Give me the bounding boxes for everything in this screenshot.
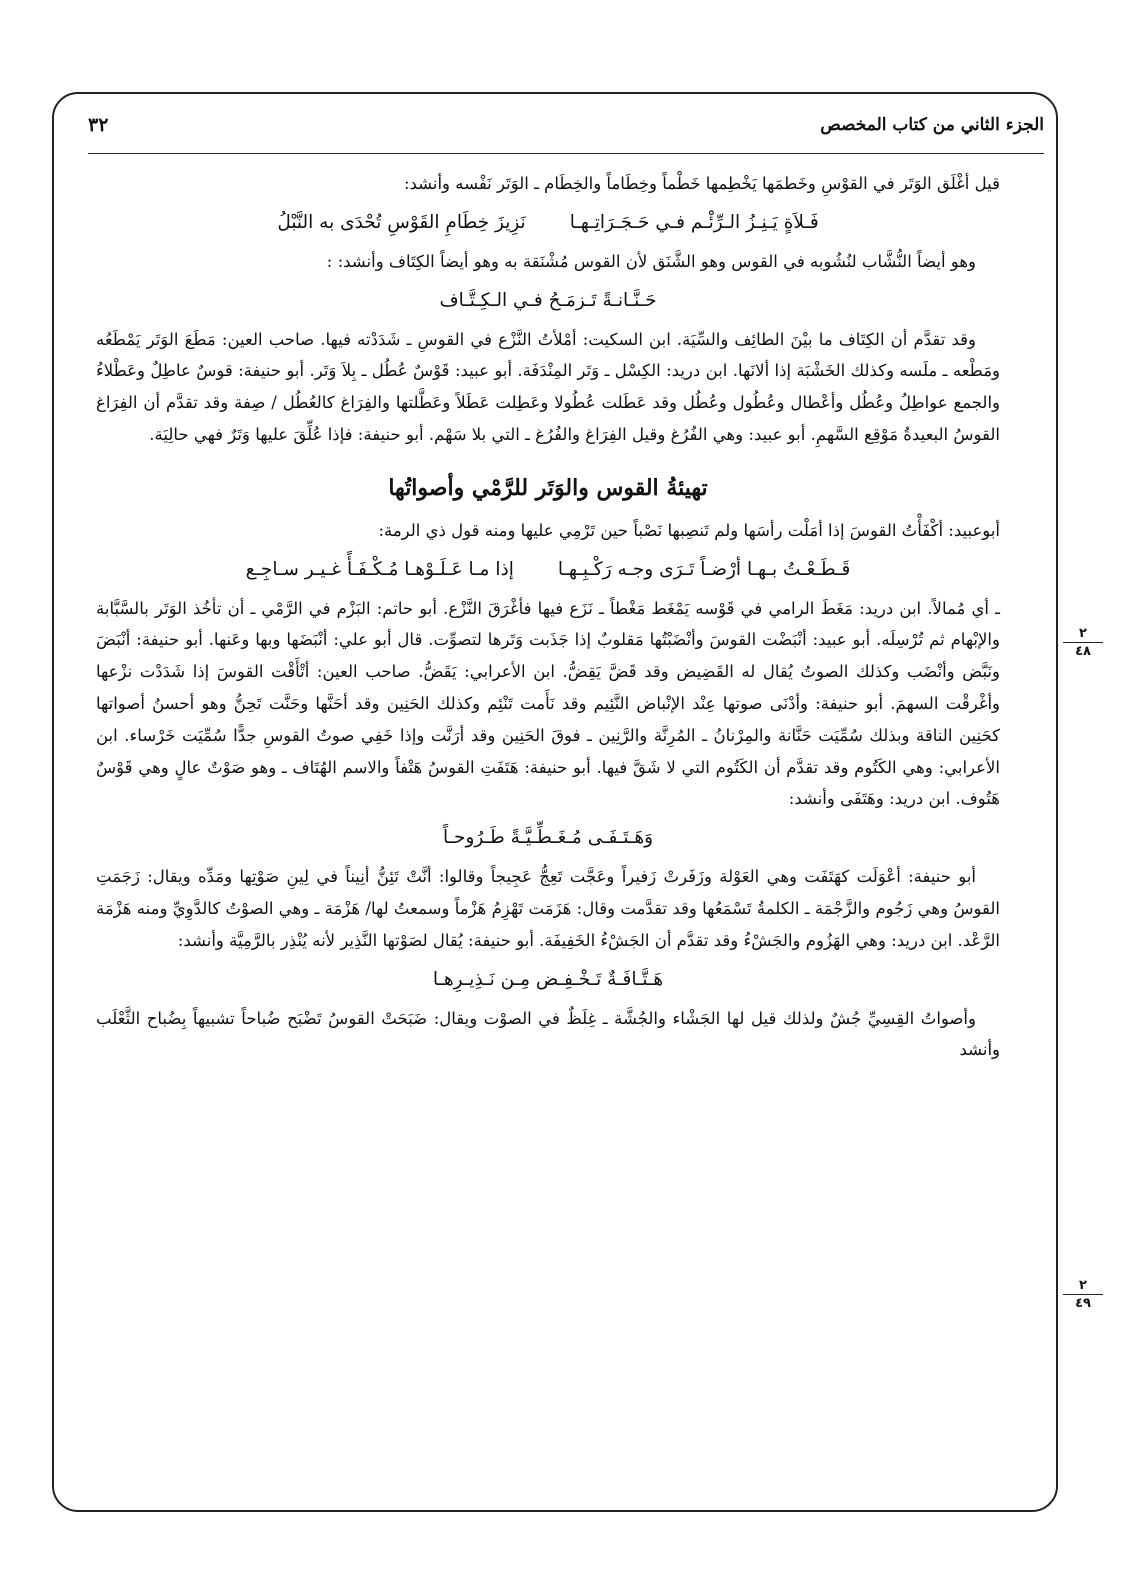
verse-second-hemistich: نَزِيزَ خِطَامِ القَوْسِ تُحْدَى به النَّبْلُ <box>277 211 526 233</box>
margin-ref-page: ٤٨ <box>1075 644 1091 659</box>
verse-line: هَـتَّـافَـةٌ تَـخْـفِـض مِـن نَـذِيـرِهـا <box>432 968 664 990</box>
paragraph: وهو أيضاً النُّشَّاب لنُشُوبه في القوس وهو الشَّنَق لأن القوس مُشْنَقة به وهو أيضاً الكِتَاف وأنشد: : <box>326 251 976 271</box>
verse-second-hemistich: إذا مـا عَـلَـوْهـا مُـكْـفَـأً غـيـر سـاجِـع <box>245 558 514 580</box>
page-number: ٣٢ <box>88 113 109 136</box>
page-body <box>96 168 1000 1066</box>
verse-first-hemistich: فَـلاَةٍ يَـنِـزُ الـرِّئْـم فـي حَـجَـرَاتِـهـا <box>569 211 819 233</box>
section-heading: تهيئةُ القوس والوَتَر للرَّمْي وأصواتُها <box>388 474 708 501</box>
margin-ref-volume: ٢ <box>1063 626 1103 643</box>
margin-reference <box>1063 626 1103 661</box>
paragraph: قيل أغْلَق الوَتَر في القوْسِ وخَطمَها يَخْطِمها خَطْماً وخِطَاماً والخِطَام ـ الوَتَر نَفْسه وأنشد: <box>403 174 1000 193</box>
paragraph: وأصواتُ القِسِيِّ جُشٌ ولذلك قيل لها الجَشْاء والجُشَّة ـ غِلَظٌ في الصوْت ويقال: ضَبَحَتْ القوسُ تَضْبَح ضُباحاً تشبيهاً بِضُباح الثَّعْلَب وأنشد <box>96 1008 1000 1060</box>
page-header <box>88 96 1044 154</box>
poem-verse <box>96 200 1000 246</box>
book-title: الجزء الثاني من كتاب المخصص <box>820 114 1044 135</box>
paragraph: أبو حنيفة: أعْوَلَت كهَتَفَت وهي العَوْلة وزَفَرتْ زَفيراً وعَجَّت تَعِجُّ عَجِيجاً وقالوا: أنَّتْ تَئِنُّ أنِيناً في لِينِ صَوْتِها ومَدِّه ويقال: زَجَمَتِ القوسُ وهي زَجُوم والزَّجْمَة ـ الكلمةُ تَسْمَعُها وقد تقدَّمت وقال: هَزَمَت تَهْزِمُ هَزْماً وسمعتُ لها/ هَزْمَة ـ وهي الصوْتُ كالدَّوِيِّ ومنه هَزْمَة الرَّعْد. ابن دريد: وهي الهَزُوم والجَشْءُ وقد تقدَّم أن الجَشْءُ الخَفِيفَة. أبو حنيفة: يُقال لصَوْتها النَّذِير لأنه يُنْذِر بالرَّمِيَّة وأنشد: <box>96 867 1000 950</box>
paragraph: ـ أي مُمالاً. ابن دريد: مَغَطَ الرامي في قَوْسه يَمْغَط مَغْطاً ـ نَزَع فيها فأغْرَقَ النَّزْع. أبو حاتم: البَزْم في الرَّمْي ـ أن تأخُذ الوَتَر بالسَّبَّابة والإبْهام ثم تُرْسِلَه. أبو عبيد: أنْبَضْت القوسَ وأنْضَبْتُها مَقلوبٌ إذا جَذَبت وَتَرها لتصوِّت. قال أبو علي: أنْبَضَها وبها وعَنها. أبو حنيفة: أنْبَضَ ونَبَّض وأنْضَب وكذلك الصوتُ يُقال له القَضِيض وقد قَضَّ يَقِضُّ. ابن الأعرابي: يَقَضُّ. صاحب العين: أتْأَقْت القوسَ إذا شَدَدْت نزْعها وأغْرقْت السهمَ. أبو حنيفة: وأدْنَى صوتها عِنْد الإنْباض النَّئِيم وقد نَأَمت تَنْئِم وكذلك الحَنِين وقد أحَنَّها وحَنَّت تَحِنُّ وهو أحسنُ أصواتها كحَنِين الناقة وبذلك سُمِّيَت حَنَّانة والمِرْنانُ ـ المُرِنَّة والرَّنِين ـ فوقَ الحَنِين وقد أرَنَّت وإذا خَفِي صوتُ القوسِ جدًّا سُمِّيَت خَرْساء. ابن الأعرابي: وهي الكَتُوم وقد تقدَّم أن الكَتُوم التي لا شَقَّ فيها. أبو حنيفة: هَتَفَتِ القوسُ هَتْفاً والاسم الهُتَاف ـ وهو صَوْتٌ عالٍ وهي قَوْسٌ هَتُوف. ابن دريد: وهَتَفَى وأنشد: <box>96 598 1001 809</box>
poem-verse <box>96 957 1000 1003</box>
margin-reference <box>1063 1278 1103 1313</box>
paragraph: وقد تقدَّم أن الكِتَاف ما بيْنَ الطائِف والسِّيَة. ابن السكيت: أمْلأتُ النَّزْع في القوسِ ـ شَدَدْته فيها. صاحب العين: مَطَعَ الوَتَر يَمْطَعُه ومَطْعه ـ ملَسه وكذلك الخَشْبَة إذا ألانَها. ابن دريد: الكِسْل ـ وَتَر المِنْدَفَة. أبو عبيد: قَوْسٌ عُطُل ـ بِلاَ وَتَر. أبو حنيفة: قوسٌ عاطِلٌ وعَطْلاءُ والجمع عواطِلُ وعُطُل وأعْطال وعُطُول وعُطُل وقد عَطَلت عُطُولا وعَطِلت عَطَلاً وعَطَّلتها والفِرَاغ كالعُطُل / صِفة وقد تقدَّم أن الفِرَاغ القوسُ البعيدةُ مَوْقِع السَّهمِ. أبو عبيد: وهي الفُرُغ وقيل الفِرَاغ والفُرُغ ـ التي بلا سَهْم. أبو حنيفة: فإذا عُلِّقَ عليها وَتَرٌ فهي حالِيَة. <box>96 329 1000 444</box>
paragraph: أبوعبيد: أكْفَأْتُ القوسَ إذا أمَلْت رأسَها ولم تَنصِبها نَصْباً حين تَرْمِي عليها ومنه قول ذي الرمة: <box>378 520 1000 540</box>
margin-ref-page: ٤٩ <box>1075 1296 1091 1311</box>
poem-verse <box>96 547 1000 593</box>
verse-first-hemistich: قَـطَـعْـتُ بـهـا أرْضـاً تَـرَى وجـه رَكْـبِـهـا <box>557 558 851 580</box>
poem-verse <box>96 815 1000 861</box>
verse-line: حَـنَّـانـةً تَـزمَـحُ فـي الـكِـتَّـاف <box>439 289 657 311</box>
verse-line: وَهَـتَـفَـى مُـغَـطِّـيَّـةً طَـرُوحـاً <box>442 827 654 849</box>
margin-ref-volume: ٢ <box>1063 1278 1103 1295</box>
poem-verse <box>96 278 1000 324</box>
